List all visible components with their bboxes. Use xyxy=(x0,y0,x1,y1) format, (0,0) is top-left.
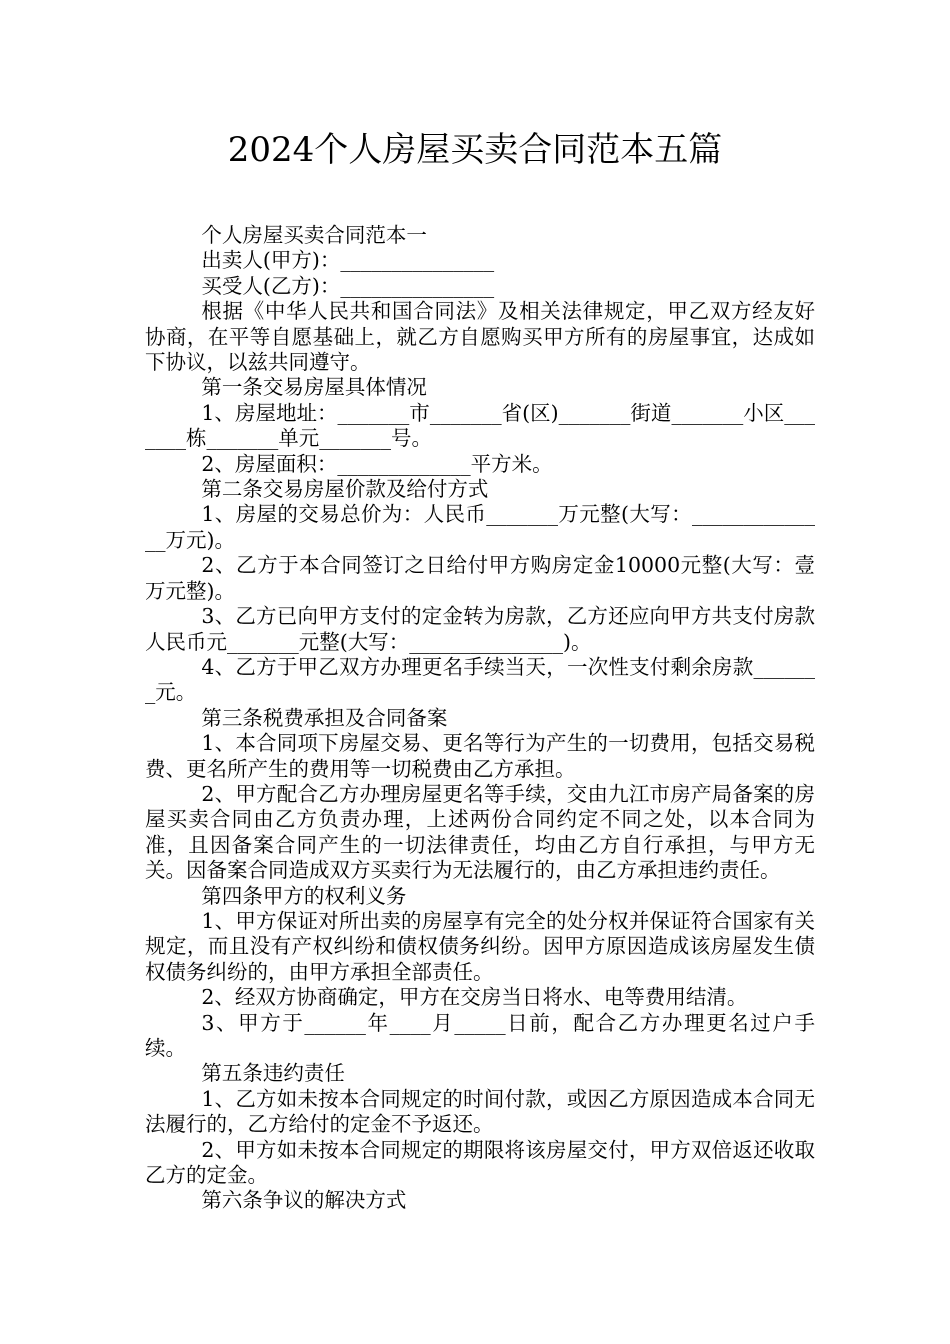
seller-line: 出卖人(甲方)：_______________ xyxy=(201,248,495,273)
paragraph: 1、乙方如未按本合同规定的时间付款，或因乙方原因造成本合同无法履行的，乙方给付的定金不予返还。 xyxy=(145,1086,815,1137)
paragraph: 3、乙方已向甲方支付的定金转为房款，乙方还应向甲方共支付房款人民币元_______元整(大写：_______________)。 xyxy=(145,604,815,654)
paragraph: 1、房屋的交易总价为：人民币_______万元整(大写：______________万元)。 xyxy=(145,502,815,552)
document-body xyxy=(145,223,815,1214)
article-heading: 第二条交易房屋价款及给付方式 xyxy=(201,477,489,502)
paragraph: 2、经双方协商确定，甲方在交房当日将水、电等费用结清。 xyxy=(201,985,748,1010)
buyer-line: 买受人(乙方)：_______________ xyxy=(201,273,495,298)
article-heading: 第四条甲方的权利义务 xyxy=(201,883,407,908)
document-title: 2024个人房屋买卖合同范本五篇 xyxy=(227,130,723,170)
article-heading: 第六条争议的解决方式 xyxy=(201,1188,407,1213)
paragraph: 4、乙方于甲乙双方办理更名手续当天，一次性支付剩余房款_______元。 xyxy=(145,654,815,705)
paragraph: 3、甲方于______年____月_____日前，配合乙方办理更名过户手续。 xyxy=(145,1010,815,1060)
paragraph: 2、乙方于本合同签订之日给付甲方购房定金10000元整(大写：壹万元整)。 xyxy=(145,553,815,603)
paragraph: 2、甲方配合乙方办理房屋更名等手续，交由九江市房产局备案的房屋买卖合同由乙方负责办理，上述两份合同约定不同之处，以本合同为准，且因备案合同产生的一切法律责任，均由乙方自行承担，与甲方无关。因备案合同造成双方买卖行为无法履行的，由乙方承担违约责任。 xyxy=(145,781,815,883)
section-heading: 个人房屋买卖合同范本一 xyxy=(201,223,427,247)
paragraph: 1、房屋地址：_______市_______省(区)_______街道_______小区_______栋_______单元_______号。 xyxy=(145,400,815,451)
article-heading: 第一条交易房屋具体情况 xyxy=(201,375,427,400)
article-heading: 第三条税费承担及合同备案 xyxy=(201,705,448,730)
paragraph: 1、甲方保证对所出卖的房屋享有完全的处分权并保证符合国家有关规定，而且没有产权纠纷和债权债务纠纷。因甲方原因造成该房屋发生债权债务纠纷的，由甲方承担全部责任。 xyxy=(145,908,815,984)
paragraph: 2、房屋面积：_____________平方米。 xyxy=(201,451,553,476)
paragraph: 2、甲方如未按本合同规定的期限将该房屋交付，甲方双倍返还收取乙方的定金。 xyxy=(145,1137,815,1188)
paragraph: 根据《中华人民共和国合同法》及相关法律规定，甲乙双方经友好协商，在平等自愿基础上，就乙方自愿购买甲方所有的房屋事宜，达成如下协议，以兹共同遵守。 xyxy=(145,299,815,375)
article-heading: 第五条违约责任 xyxy=(201,1061,345,1086)
paragraph: 1、本合同项下房屋交易、更名等行为产生的一切费用，包括交易税费、更名所产生的费用等一切税费由乙方承担。 xyxy=(145,731,815,781)
